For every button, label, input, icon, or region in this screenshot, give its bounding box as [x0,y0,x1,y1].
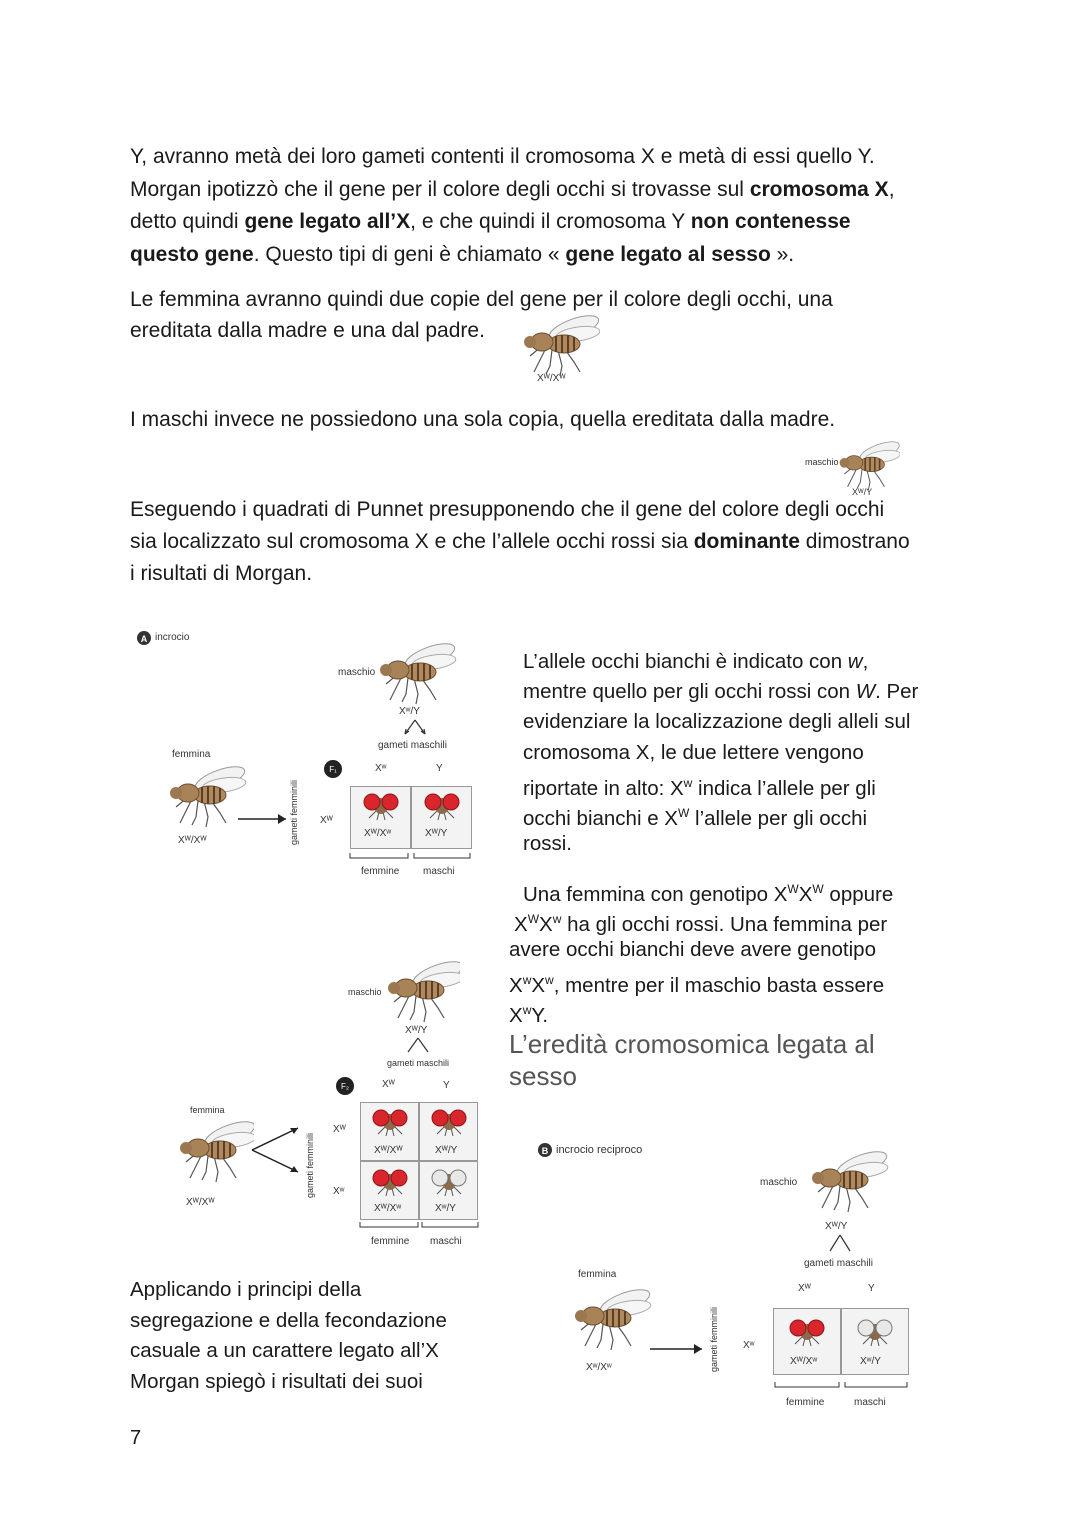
figure-a-male-genotype: Xʷ/Y [399,706,420,717]
figure-a-female-genotype: Xᵂ/Xᵂ [178,835,207,846]
figure-f2-cell-21: Xᵂ/Xʷ [374,1203,402,1214]
explanation-line-4: cromosoma X, le due lettere vengono [523,741,864,764]
figure-a-male-fly [370,640,460,710]
figure-b-female-label: femmina [578,1269,617,1280]
figure-a-female-label: femmina [172,749,211,760]
conclusion-line-1: Applicando i principi della [130,1278,362,1301]
conclusion-line-4: Morgan spiegò i risultati dei suoi [130,1370,423,1393]
intro-line-4: questo gene. Questo tipi di geni è chiamato « gene legato al sesso ». [130,243,795,266]
figure-f2-bracket [358,1220,482,1232]
figure-b-bracket [773,1380,911,1392]
figure-f2-male-gametes-label: gameti maschili [387,1058,450,1068]
figure-b-cell-2: Xʷ/Y [860,1356,881,1367]
figure-a-title: incrocio [155,632,190,643]
male-fly-illustration [830,434,900,494]
genotype-line-3: avere occhi bianchi deve avere genotipo [509,938,876,961]
figure-b-col1-label: femmine [786,1397,825,1408]
figure-b-title: incrocio reciproco [556,1144,643,1156]
figure-b-male-arrows [820,1233,860,1255]
figure-a-badge [136,630,152,646]
punnet-line-3: i risultati di Morgan. [130,562,313,585]
figure-b-female-fly [563,1284,653,1356]
punnet-line-1: Eseguendo i quadrati di Punnet presupponendo che il gene del colore degli occhi [130,498,885,521]
figure-f2-gamete-x: Xᵂ [382,1079,395,1090]
explanation-line-1: L’allele occhi bianchi è indicato con w, [523,650,869,673]
figure-b-female-gametes-label: gameti femminili [709,1306,719,1372]
figure-f2-male-genotype: Xᵂ/Y [405,1025,428,1036]
males-line: I maschi invece ne possiedono una sola copia, quella ereditata dalla madre. [130,408,836,431]
figure-a-male-arrows [395,718,435,738]
female-copies-line-2: ereditata dalla madre e una dal padre. [130,319,485,342]
male-fly-label: maschio [805,457,839,467]
figure-b-male-fly [800,1144,890,1216]
section-heading: L’eredità cromosomica legata al sesso [509,1029,875,1091]
svg-text:A: A [140,634,148,644]
figure-a-cell-2: Xᵂ/Y [425,828,448,839]
figure-f2-male-arrows [398,1036,438,1056]
figure-b-gamete-y: Y [868,1283,875,1294]
figure-b-male-label: maschio [760,1177,798,1188]
figure-f2-female-gametes-label: gameti femminili [305,1132,315,1198]
explanation-line-3: evidenziare la localizzazione degli alleli sul [523,710,911,733]
figure-a-gamete-y: Y [436,763,443,774]
figure-f2-col1-label: femmine [371,1236,410,1247]
intro-line-3: detto quindi gene legato all’X, e che quindi il cromosoma Y non contenesse [130,210,851,233]
figure-a-cell-1: Xᵂ/Xʷ [364,828,392,839]
explanation-line-6: occhi bianchi e $X^W$ l’allele per gli occhi [523,806,868,830]
figure-a-female-fly [158,763,248,833]
figure-a-male-label: maschio [338,667,376,678]
figure-a-gen-badge [323,759,343,779]
figure-a-arrow-icon [238,812,292,826]
explanation-line-7: rossi. [523,832,572,855]
explanation-line-5: riportate in alto: $X^w$ indica l’allele per gli [523,776,876,800]
intro-line-1: Y, avranno metà dei loro gameti contenti il cromosoma X e metà di essi quello Y. [130,145,875,168]
conclusion-line-3: casuale a un carattere legato all’X [130,1339,439,1362]
intro-line-2: Morgan ipotizzò che il gene per il colore degli occhi si trovasse sul cromosoma X, [130,178,895,201]
figure-f2-gamete-y: Y [443,1080,450,1091]
figure-f2-female-gamete-1: Xᵂ [333,1124,346,1135]
figure-b-arrow-icon [650,1342,708,1356]
page-number: 7 [130,1427,142,1449]
figure-b-badge [537,1142,553,1158]
conclusion-line-2: segregazione e della fecondazione [130,1309,447,1332]
figure-f2-female-gamete-2: Xʷ [333,1186,345,1197]
figure-f2-cell-22: Xʷ/Y [435,1203,456,1214]
genotype-line-5: $X^wY$. [509,1003,549,1027]
genotype-line-1: Una femmina con genotipo $X^WX^W$ oppure [523,882,894,906]
figure-f2-female-fly [170,1118,254,1184]
figure-f2-split-arrows [250,1124,302,1176]
figure-f2-female-genotype: Xᵂ/Xᵂ [186,1197,215,1208]
male-fly-genotype: Xᵂ/Y [852,487,873,497]
figure-b-col2-label: maschi [854,1397,886,1408]
genotype-line-4: $X^wX^w$, mentre per il maschio basta essere [509,973,885,997]
figure-b-male-gametes-label: gameti maschili [804,1258,873,1269]
figure-f2-female-label: femmina [190,1105,225,1115]
punnet-line-2: sia localizzato sul cromosoma X e che l’allele occhi rossi sia dominante dimostrano [130,530,910,553]
figure-f2-col2-label: maschi [430,1236,462,1247]
svg-text:F₁: F₁ [329,765,337,774]
figure-a-col1-label: femmine [361,866,400,877]
figure-b-cell-1: Xᵂ/Xʷ [790,1356,818,1367]
figure-b-male-genotype: Xᵂ/Y [825,1221,848,1232]
svg-text:F₂: F₂ [341,1082,349,1091]
figure-a-bracket [348,851,474,863]
explanation-line-2: mentre quello per gli occhi rossi con W. Per [523,680,919,703]
figure-a-col2-label: maschi [423,866,455,877]
figure-f2-male-fly [380,958,460,1024]
figure-f2-gen-badge [335,1076,355,1096]
figure-f2-cell-11: Xᵂ/Xᵂ [374,1145,403,1156]
figure-a-male-gametes-label: gameti maschili [378,740,447,751]
figure-b-female-genotype: Xʷ/Xʷ [586,1362,612,1373]
figure-b-female-gamete: Xʷ [743,1340,755,1351]
figure-b-punnett-grid [773,1308,911,1378]
figure-f2-cell-12: Xᵂ/Y [435,1145,458,1156]
figure-a-gamete-x: Xʷ [375,763,387,774]
female-fly-genotype: Xᵂ/Xᵂ [537,373,566,384]
figure-f2-male-label: maschio [348,987,382,997]
svg-text:B: B [541,1146,549,1156]
genotype-line-2: $X^WX^w$ ha gli occhi rossi. Una femmina per [514,912,888,936]
figure-a-female-gametes-label: gameti femminili [289,779,299,845]
female-copies-line-1: Le femmina avranno quindi due copie del gene per il colore degli occhi, una [130,288,833,311]
figure-a-female-gamete: Xᵂ [320,815,333,826]
figure-b-gamete-x: Xᵂ [798,1283,811,1294]
figure-a-punnett-grid [350,786,475,852]
